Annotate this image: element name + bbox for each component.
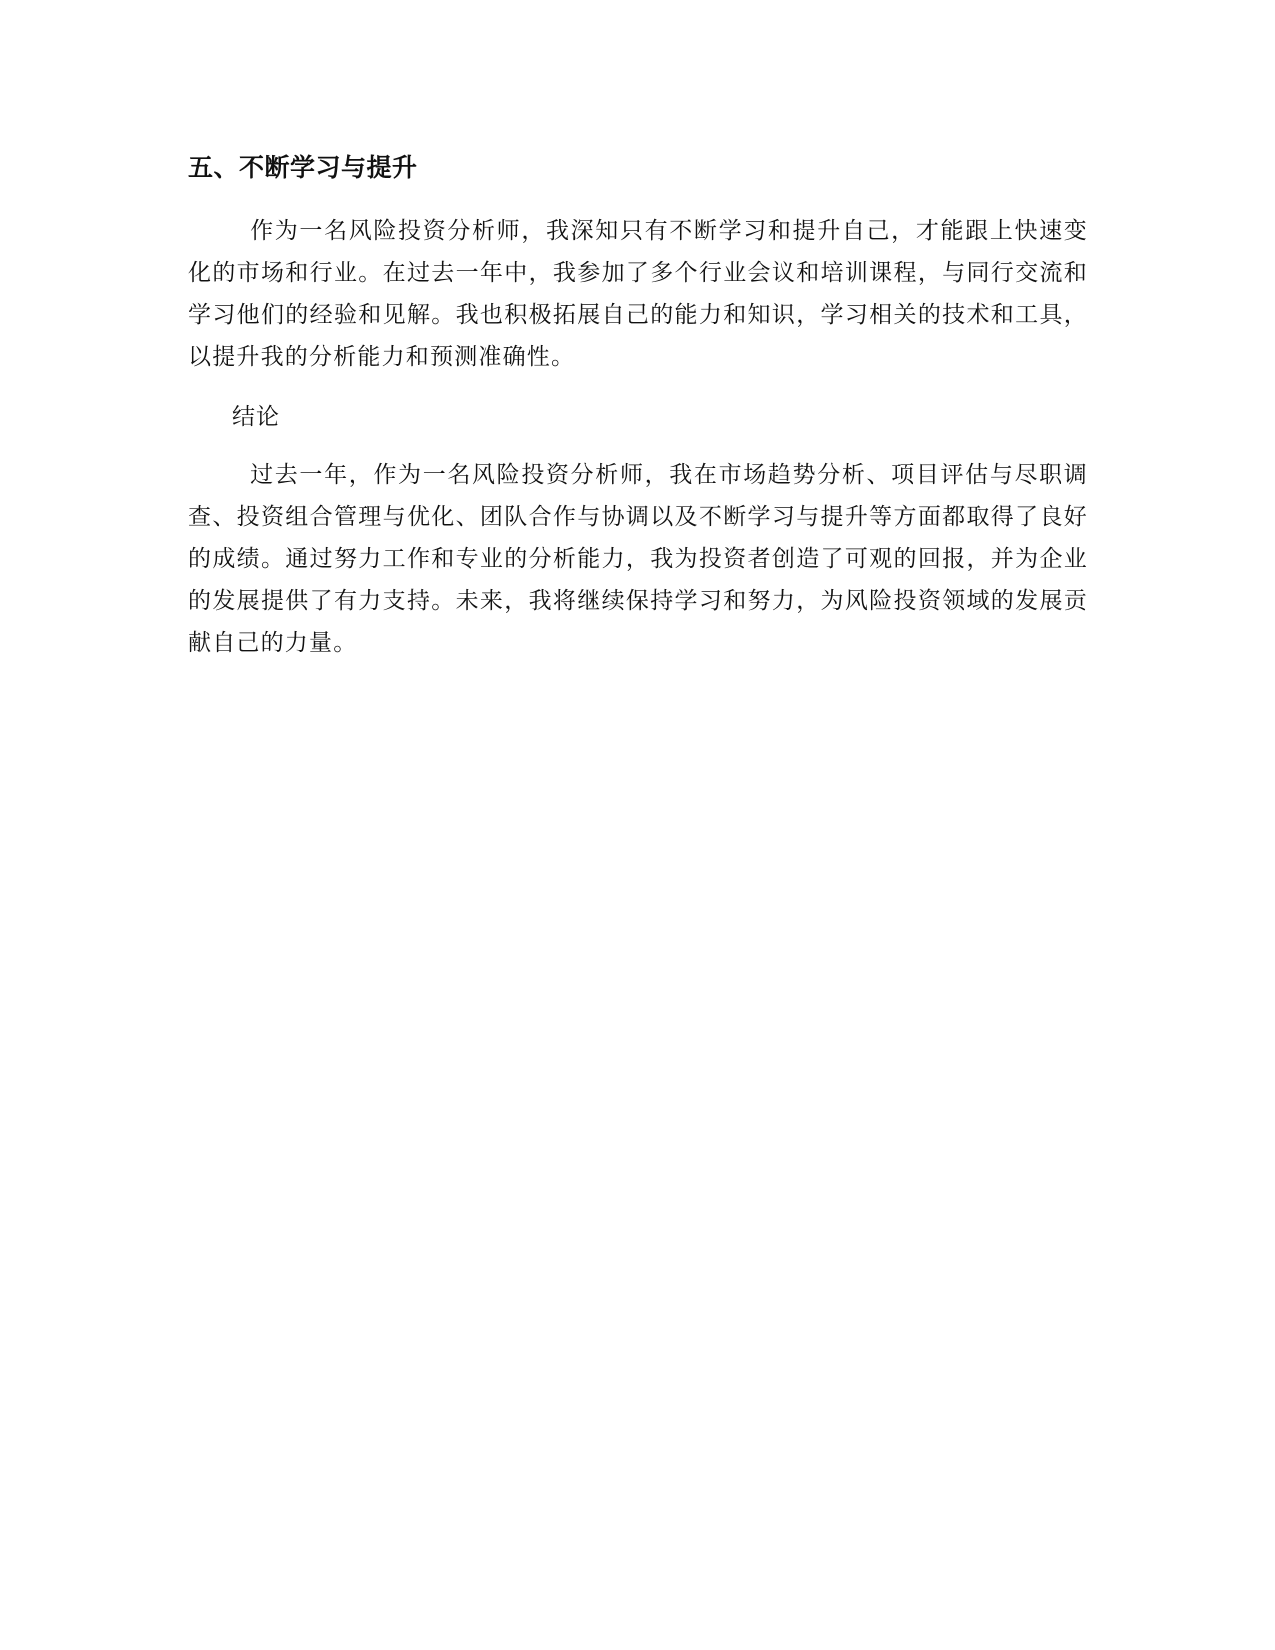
document-body: [188, 148, 1088, 664]
conclusion-heading: 结论: [232, 404, 280, 430]
paragraph-learning: 作为一名风险投资分析师，我深知只有不断学习和提升自己，才能跟上快速变化的市场和行业。在过去一年中，我参加了多个行业会议和培训课程，与同行交流和学习他们的经验和见解。我也积极拓展自己的能力和知识，学习相关的技术和工具，以提升我的分析能力和预测准确性。: [188, 218, 1088, 370]
paragraph-conclusion: 过去一年，作为一名风险投资分析师，我在市场趋势分析、项目评估与尽职调查、投资组合管理与优化、团队合作与协调以及不断学习与提升等方面都取得了良好的成绩。通过努力工作和专业的分析能力，我为投资者创造了可观的回报，并为企业的发展提供了有力支持。未来，我将继续保持学习和努力，为风险投资领域的发展贡献自己的力量。: [188, 462, 1088, 656]
section-heading: 五、不断学习与提升: [188, 153, 418, 182]
